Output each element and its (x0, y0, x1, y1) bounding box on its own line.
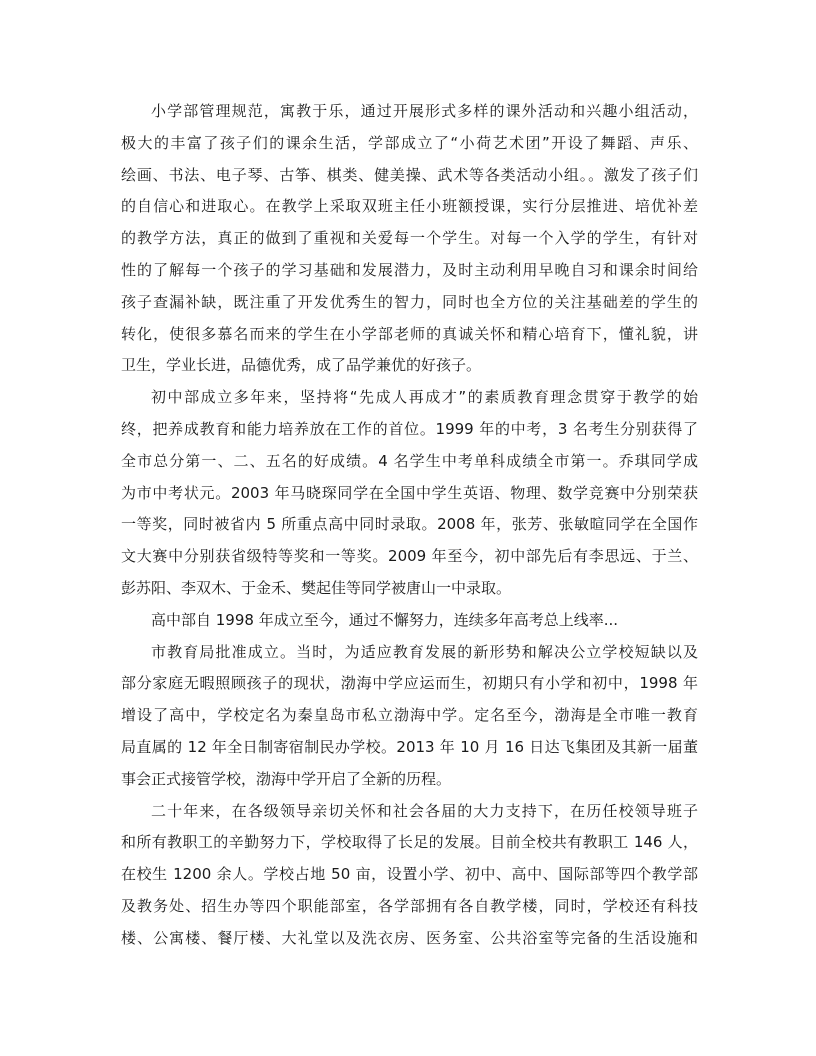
text-line: 增设了高中，学校定名为秦皇岛市私立渤海中学。定名至今，渤海是全市唯一教育 (121, 706, 698, 725)
text-line: 的教学方法，真正的做到了重视和关爱每一个学生。对每一个入学的学生，有针对 (121, 229, 698, 248)
text-line: 部分家庭无暇照顾孩子的现状，渤海中学应运而生，初期只有小学和初中，1998 年 (121, 674, 698, 693)
text-line: 市教育局批准成立。当时，为适应教育发展的新形势和解决公立学校短缺以及 (151, 642, 698, 661)
paragraph-senior-high (121, 605, 698, 637)
text-line: 彭苏阳、李双木、于金禾、樊起佳等同学被唐山一中录取。 (121, 578, 512, 597)
paragraph-primary-school (121, 96, 698, 382)
text-line: 初中部成立多年来，坚持将“先成人再成才”的素质教育理念贯穿于教学的始 (151, 388, 698, 407)
text-line: 楼、公寓楼、餐厅楼、大礼堂以及洗衣房、医务室、公共浴室等完备的生活设施和 (121, 928, 698, 947)
text-line: 小学部管理规范，寓教于乐，通过开展形式多样的课外活动和兴趣小组活动， (151, 102, 698, 120)
text-line: 高中部自 1998 年成立至今，通过不懈努力，连续多年高考总上线率... (151, 610, 619, 629)
text-line: 和所有教职工的辛勤努力下，学校取得了长足的发展。目前全校共有教职工 146 人， (121, 833, 698, 852)
text-line: 极大的丰富了孩子们的课余生活，学部成立了“小荷艺术团”开设了舞蹈、声乐、 (121, 133, 698, 152)
text-line: 事会正式接管学校，渤海中学开启了全新的历程。 (121, 769, 452, 788)
text-line: 性的了解每一个孩子的学习基础和发展潜力，及时主动利用早晚自习和课余时间给 (121, 260, 698, 279)
text-line: 为市中考状元。2003 年马晓琛同学在全国中学生英语、物理、数学竞赛中分别荣获 (121, 483, 698, 502)
text-line: 全市总分第一、二、五名的好成绩。4 名学生中考单科成绩全市第一。乔琪同学成 (121, 451, 698, 470)
text-line: 绘画、书法、电子琴、古筝、棋类、健美操、武术等各类活动小组。。激发了孩子们 (121, 165, 698, 184)
text-line: 局直属的 12 年全日制寄宿制民办学校。2013 年 10 月 16 日达飞集团及其新一届董 (121, 737, 698, 756)
text-line: 二十年来，在各级领导亲切关怀和社会各届的大力支持下，在历任校领导班子 (151, 801, 698, 820)
text-line: 在校生 1200 余人。学校占地 50 亩，设置小学、初中、高中、国际部等四个教学部 (121, 865, 698, 884)
text-line: 文大赛中分别获省级特等奖和一等奖。2009 年至今，初中部先后有李思远、于兰、 (121, 547, 698, 566)
text-line: 终，把养成教育和能力培养放在工作的首位。1999 年的中考，3 名考生分别获得了 (121, 419, 698, 438)
text-line: 转化，使很多慕名而来的学生在小学部老师的真诚关怀和精心培育下，懂礼貌，讲 (121, 324, 698, 343)
document-body (121, 96, 698, 955)
text-line: 一等奖，同时被省内 5 所重点高中同时录取。2008 年，张芳、张敏暄同学在全国作 (121, 515, 698, 534)
text-line: 孩子查漏补缺，既注重了开发优秀生的智力，同时也全方位的关注基础差的学生的 (121, 292, 698, 311)
paragraph-school-history (121, 637, 698, 796)
text-line: 卫生，学业长进，品德优秀，成了品学兼优的好孩子。 (121, 356, 482, 375)
paragraph-junior-high (121, 382, 698, 605)
text-line: 及教务处、招生办等四个职能部室，各学部拥有各自教学楼，同时，学校还有科技 (121, 896, 698, 915)
paragraph-twenty-years (121, 796, 698, 955)
text-line: 的自信心和进取心。在教学上采取双班主任小班额授课，实行分层推进、培优补差 (121, 197, 698, 216)
